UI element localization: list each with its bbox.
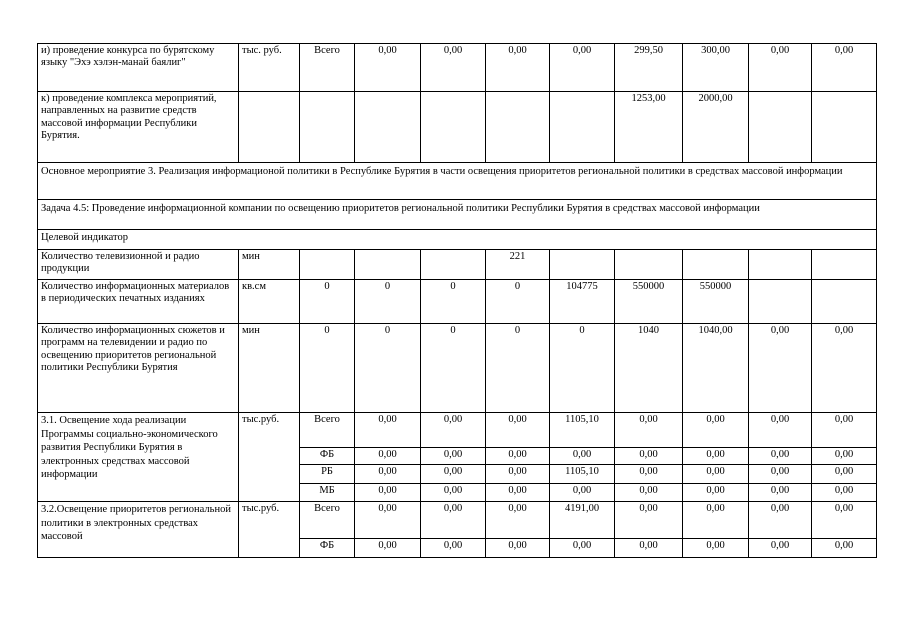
value-cell: 0,00 [486,413,550,448]
value-cell: 0,00 [683,484,749,502]
value-cell: 0,00 [749,44,812,92]
value-cell: 0,00 [615,413,683,448]
value-cell: 1105,10 [550,465,615,484]
value-cell: 0,00 [812,502,877,539]
row-name: и) проведение конкурса по бурятскому языку "Эхэ хэлэн-манай баялиг" [38,44,239,92]
value-cell [486,92,550,163]
row-source: Всего [300,502,355,539]
value-cell: 0,00 [355,465,421,484]
value-cell [355,92,421,163]
value-cell: 1105,10 [550,413,615,448]
value-cell: 0,00 [355,448,421,465]
value-cell: 0,00 [615,484,683,502]
target-indicator-header: Целевой индикатор [38,230,877,250]
value-cell: 0 [486,280,550,324]
value-cell: 550000 [683,280,749,324]
value-cell: 0,00 [615,539,683,558]
task-header: Задача 4.5: Проведение информационной компании по освещению приоритетов региональной политики Республики Бурятия в средствах массовой информации [38,200,877,230]
value-cell: 0,00 [749,448,812,465]
value-cell: 0,00 [749,502,812,539]
value-cell: 0,00 [486,502,550,539]
table-row [38,413,877,448]
value-cell: 0,00 [812,324,877,413]
row-unit: тыс.руб. [239,413,300,502]
value-cell: 0,00 [355,539,421,558]
value-cell: 4191,00 [550,502,615,539]
value-cell: 0 [421,324,486,413]
row-unit: кв.см [239,280,300,324]
table-row [38,200,877,230]
value-cell: 299,50 [615,44,683,92]
table-row [38,502,877,539]
value-cell: 0 [550,324,615,413]
value-cell: 0,00 [550,448,615,465]
value-cell: 0,00 [421,465,486,484]
value-cell: 1253,00 [615,92,683,163]
value-cell: 0,00 [421,44,486,92]
row-source: ФБ [300,448,355,465]
value-cell: 0,00 [550,44,615,92]
value-cell: 550000 [615,280,683,324]
value-cell: 0,00 [421,502,486,539]
value-cell: 0,00 [683,413,749,448]
row-name: Количество информационных сюжетов и программ на телевидении и радио по освещению приоритетов региональной политики Республики Бурятия [38,324,239,413]
value-cell [550,92,615,163]
value-cell: 0,00 [749,539,812,558]
value-cell: 0,00 [355,44,421,92]
value-cell: 0 [355,324,421,413]
value-cell: 0 [421,280,486,324]
value-cell: 0,00 [550,539,615,558]
value-cell [812,92,877,163]
value-cell: 0,00 [421,484,486,502]
value-cell: 221 [486,250,550,280]
row-unit: тыс.руб. [239,502,300,558]
value-cell: 2000,00 [683,92,749,163]
value-cell: 0,00 [355,502,421,539]
value-cell: 0,00 [812,448,877,465]
row-source: РБ [300,465,355,484]
value-cell: 0 [486,324,550,413]
value-cell [749,250,812,280]
value-cell: 0,00 [812,465,877,484]
main-event-header: Основное мероприятие 3. Реализация информационой политики в Республике Бурятия в части освещения приоритетов региональной политики в средствах массовой информации [38,163,877,200]
row-unit: мин [239,250,300,280]
row-name: Количество информационных материалов в периодических печатных изданиях [38,280,239,324]
value-cell: 0,00 [355,484,421,502]
value-cell: 0,00 [550,484,615,502]
value-cell [749,280,812,324]
value-cell: 1040 [615,324,683,413]
value-cell [615,250,683,280]
value-cell: 0,00 [812,539,877,558]
table-row [38,230,877,250]
value-cell [421,92,486,163]
value-cell: 0,00 [615,502,683,539]
value-cell: 300,00 [683,44,749,92]
value-cell: 0,00 [486,539,550,558]
value-cell: 0,00 [812,413,877,448]
value-cell: 0,00 [615,465,683,484]
row-unit [239,92,300,163]
row-source [300,92,355,163]
table-row [38,163,877,200]
value-cell: 0,00 [486,448,550,465]
value-cell: 0,00 [683,448,749,465]
value-cell: 104775 [550,280,615,324]
row-name: Количество телевизионной и радио продукции [38,250,239,280]
value-cell: 0,00 [749,465,812,484]
value-cell: 0,00 [421,539,486,558]
value-cell: 0,00 [683,539,749,558]
row-unit: тыс. руб. [239,44,300,92]
value-cell [355,250,421,280]
value-cell [550,250,615,280]
value-cell: 0,00 [486,44,550,92]
row-name: 3.1. Освещение хода реализации Программы социально-экономического развития Республики Бурятия в электронных средствах массовой информации [38,413,239,502]
value-cell: 0 [300,280,355,324]
table-row [38,92,877,163]
value-cell: 0,00 [355,413,421,448]
value-cell: 0,00 [812,484,877,502]
value-cell: 0,00 [683,465,749,484]
value-cell: 0 [300,324,355,413]
value-cell [812,280,877,324]
table-row [38,324,877,413]
value-cell: 0 [355,280,421,324]
row-unit: мин [239,324,300,413]
row-name: к) проведение комплекса мероприятий, направленных на развитие средств массовой информации Республики Бурятия. [38,92,239,163]
value-cell: 0,00 [486,465,550,484]
value-cell: 0,00 [683,502,749,539]
row-source: Всего [300,44,355,92]
value-cell [421,250,486,280]
value-cell [300,250,355,280]
value-cell: 0,00 [615,448,683,465]
row-source: МБ [300,484,355,502]
row-source: Всего [300,413,355,448]
value-cell: 0,00 [749,413,812,448]
value-cell: 0,00 [421,448,486,465]
table-row [38,250,877,280]
value-cell: 1040,00 [683,324,749,413]
value-cell: 0,00 [812,44,877,92]
value-cell: 0,00 [749,324,812,413]
value-cell: 0,00 [421,413,486,448]
value-cell: 0,00 [749,484,812,502]
value-cell: 0,00 [486,484,550,502]
value-cell [812,250,877,280]
value-cell [683,250,749,280]
row-name: 3.2.Освещение приоритетов региональной политики в электронных средствах массовой [38,502,239,558]
value-cell [749,92,812,163]
table-row [38,280,877,324]
row-source: ФБ [300,539,355,558]
budget-table [37,43,877,558]
table-row [38,44,877,92]
